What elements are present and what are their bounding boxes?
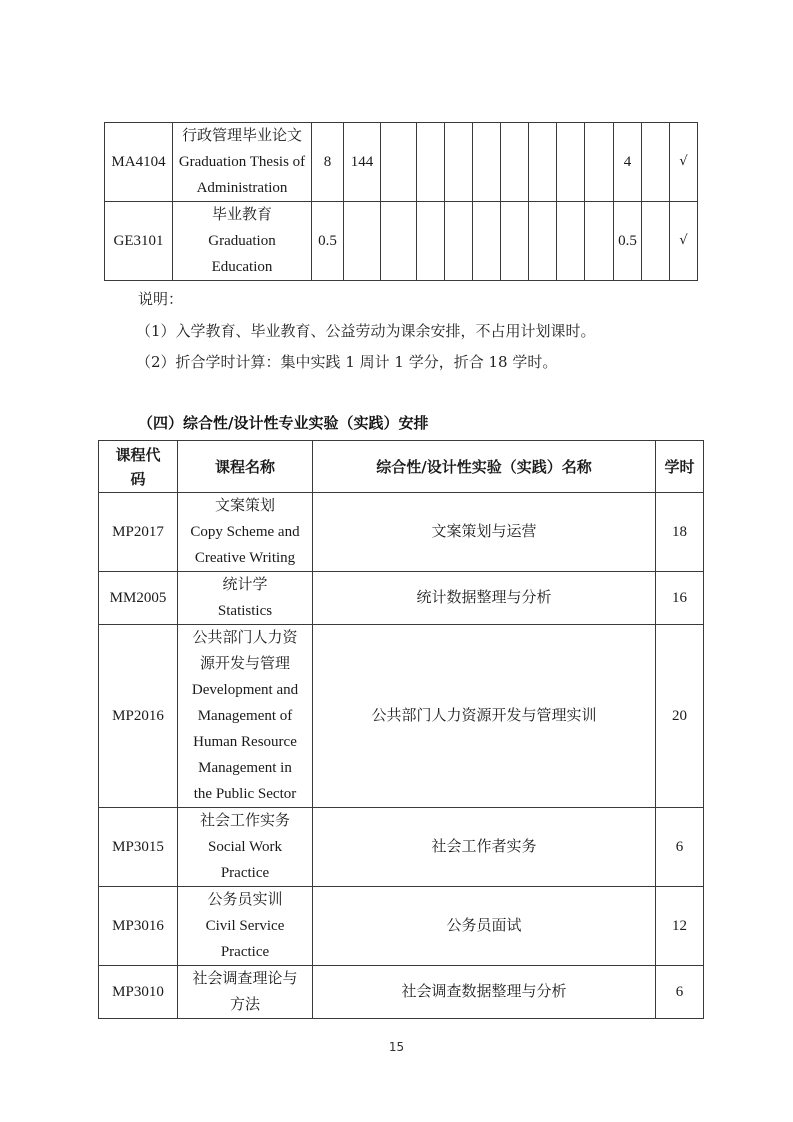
empty-cell — [501, 123, 529, 202]
course-name-line: Practice — [220, 865, 270, 881]
course-code: MP3015 — [99, 808, 178, 887]
hours: 6 — [656, 966, 704, 1019]
course-code: MA4104 — [105, 123, 173, 202]
course-name-cn: 毕业教育 — [211, 207, 272, 223]
header-text: 码 — [130, 469, 146, 488]
empty-cell — [473, 123, 501, 202]
notes-heading: 说明： — [138, 290, 184, 308]
header-hours: 学时 — [656, 441, 704, 493]
credits: 0.5 — [312, 202, 344, 281]
course-name-line: the Public Sector — [193, 786, 297, 802]
header-experiment-name: 综合性/设计性实验（实践）名称 — [313, 441, 656, 493]
hours: 6 — [656, 808, 704, 887]
course-name-en: Administration — [196, 180, 288, 196]
course-name-line: 方法 — [229, 997, 260, 1013]
empty-cell — [557, 123, 585, 202]
empty-cell — [381, 202, 417, 281]
course-name-line: 社会调查理论与 — [192, 971, 298, 987]
empty-cell — [381, 123, 417, 202]
empty-cell — [473, 202, 501, 281]
course-name — [178, 625, 313, 808]
course-name-line: Copy Scheme and — [190, 524, 300, 540]
empty-cell — [557, 202, 585, 281]
experiment-table — [98, 440, 704, 1019]
course-code: MP3010 — [99, 966, 178, 1019]
course-name-line: Practice — [220, 944, 270, 960]
semester-value: 0.5 — [614, 202, 642, 281]
page-number: 15 — [388, 1040, 405, 1054]
experiment-name: 统计数据整理与分析 — [313, 572, 656, 625]
course-name-line: 公共部门人力资 — [192, 630, 298, 646]
course-name — [178, 572, 313, 625]
course-name — [178, 493, 313, 572]
empty-cell — [501, 202, 529, 281]
hours — [344, 202, 381, 281]
course-name-line: Statistics — [217, 603, 273, 619]
table-header-row — [99, 441, 704, 493]
course-name — [178, 808, 313, 887]
hours: 18 — [656, 493, 704, 572]
empty-cell — [642, 202, 670, 281]
table-row — [99, 493, 704, 572]
experiment-name: 公共部门人力资源开发与管理实训 — [313, 625, 656, 808]
checkmark-icon: √ — [670, 202, 698, 281]
table-row — [105, 202, 698, 281]
course-name-en: Graduation — [208, 233, 276, 249]
course-code: MP2016 — [99, 625, 178, 808]
course-name-line: 文案策划 — [214, 498, 275, 514]
course-code: MP2017 — [99, 493, 178, 572]
header-course-code — [99, 441, 178, 493]
hours: 144 — [344, 123, 381, 202]
course-name-line: 源开发与管理 — [199, 656, 290, 672]
course-name-en: Graduation Thesis of — [178, 154, 306, 170]
semester-value: 4 — [614, 123, 642, 202]
course-name-line: 社会工作实务 — [199, 813, 290, 829]
course-name — [178, 966, 313, 1019]
empty-cell — [445, 202, 473, 281]
course-name-line: Management of — [197, 708, 293, 724]
course-name — [173, 123, 312, 202]
table-row — [99, 966, 704, 1019]
empty-cell — [529, 202, 557, 281]
table-row — [99, 572, 704, 625]
experiment-name: 社会调查数据整理与分析 — [313, 966, 656, 1019]
course-name — [173, 202, 312, 281]
course-code: GE3101 — [105, 202, 173, 281]
empty-cell — [529, 123, 557, 202]
course-name-line: 公务员实训 — [207, 892, 283, 908]
course-code: MM2005 — [99, 572, 178, 625]
table-row — [99, 625, 704, 808]
course-name-line: Social Work — [208, 839, 282, 855]
course-name-en: Education — [211, 259, 273, 275]
hours: 16 — [656, 572, 704, 625]
note-item: （2）折合学时计算：集中实践 1 周计 1 学分，折合 18 学时。 — [136, 353, 558, 371]
course-name-line: Management in — [198, 760, 292, 776]
practice-course-table — [104, 122, 698, 281]
course-name-line: Creative Writing — [194, 550, 296, 566]
table-row — [99, 887, 704, 966]
course-name-cn: 行政管理毕业论文 — [181, 128, 302, 144]
course-name — [178, 887, 313, 966]
course-name-line: Civil Service — [205, 918, 285, 934]
experiment-name: 社会工作者实务 — [313, 808, 656, 887]
empty-cell — [585, 202, 614, 281]
hours: 20 — [656, 625, 704, 808]
table-row — [105, 123, 698, 202]
header-course-name: 课程名称 — [178, 441, 313, 493]
empty-cell — [445, 123, 473, 202]
experiment-name: 文案策划与运营 — [313, 493, 656, 572]
hours: 12 — [656, 887, 704, 966]
checkmark-icon: √ — [670, 123, 698, 202]
empty-cell — [642, 123, 670, 202]
course-code: MP3016 — [99, 887, 178, 966]
table-row — [99, 808, 704, 887]
credits: 8 — [312, 123, 344, 202]
header-text: 课程代 — [115, 445, 161, 464]
empty-cell — [585, 123, 614, 202]
empty-cell — [417, 202, 445, 281]
course-name-line: 统计学 — [222, 577, 268, 593]
section-title: （四）综合性/设计性专业实验（实践）安排 — [138, 414, 429, 432]
course-name-line: Development and — [191, 682, 299, 698]
course-name-line: Human Resource — [193, 734, 297, 750]
empty-cell — [417, 123, 445, 202]
note-item: （1）入学教育、毕业教育、公益劳动为课余安排，不占用计划课时。 — [136, 322, 596, 340]
experiment-name: 公务员面试 — [313, 887, 656, 966]
